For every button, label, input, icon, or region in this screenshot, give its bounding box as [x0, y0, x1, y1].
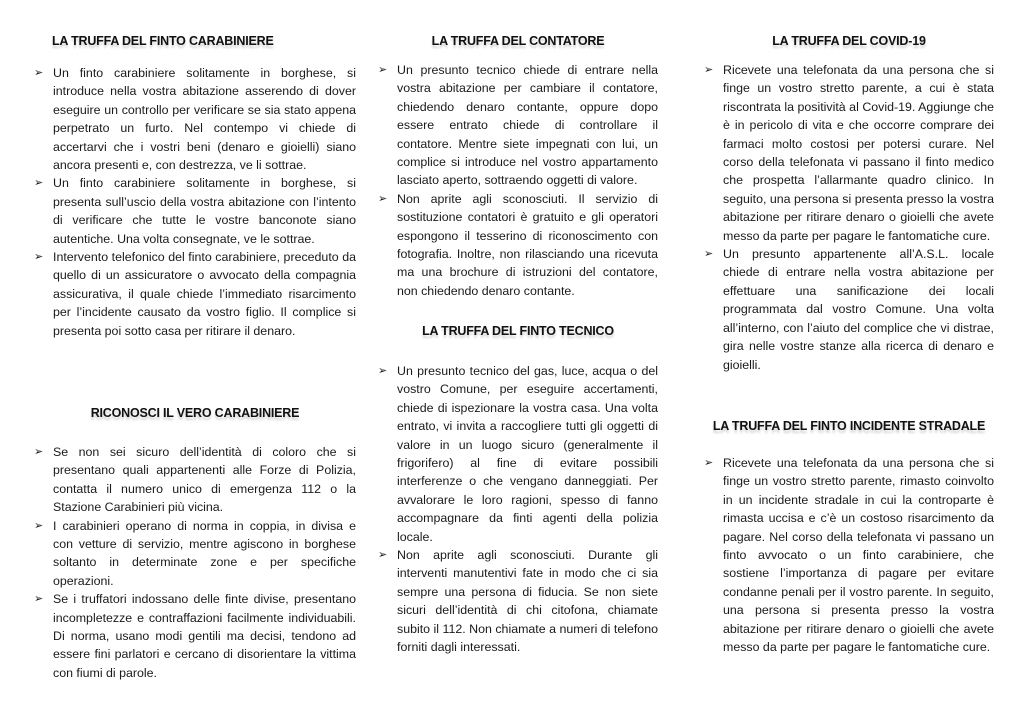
list-finto-tecnico: [378, 362, 658, 657]
arrow-bullet-icon: ➢: [704, 457, 714, 469]
list-item: ➢ Un finto carabiniere solitamente in borghese, si presenta sull’uscio della vostra abitazione con l’intento di verificare che tutte le vostre banconote siano autentiche. Una volta consegnate, ve le sottrae.: [34, 176, 356, 246]
arrow-bullet-icon: ➢: [378, 365, 388, 377]
list-contatore: [378, 61, 658, 300]
list-item: ➢ Ricevete una telefonata da una persona che si finge un vostro stretto parente, rimasto coinvolto in un incidente stradale in cui la controparte è rimasta uccisa e c’è un costoso risarcimento da pagare. Nel corso della telefonata vi passano un finto avvocato o un finto carabiniere, che sostiene l’importanza di pagare per evitare condanne penali per il vostro parente. In seguito, una persona si presenta presso la vostra abitazione per ritirare denaro o gioielli che avete messo da parte per pagare le fantomatiche cure.: [704, 456, 994, 655]
list-item: ➢ Un presunto tecnico del gas, luce, acqua o del vostro Comune, per eseguire accertamenti, chiede di ispezionare la vostra casa. Una volta entrato, vi invita a raccogliere tutti gli oggetti di valore in un luogo sicuro (generalmente il frigorifero) al fine di evitare possibili interferenze o che vengano danneggiati. Per avvalorare le loro ragioni, spesso di fanno accompagnare da finti agenti della polizia locale.: [378, 364, 658, 544]
heading-finto-tecnico: LA TRUFFA DEL FINTO TECNICO: [422, 324, 614, 338]
heading-finto-carabiniere: LA TRUFFA DEL FINTO CARABINIERE: [52, 34, 274, 48]
heading-finto-incidente-stradale: LA TRUFFA DEL FINTO INCIDENTE STRADALE: [712, 419, 986, 433]
list-item: ➢ Ricevete una telefonata da una persona che si finge un vostro stretto parente, a cui è stata riscontrata la positività al Covid-19. Aggiunge che è in pericolo di vita e che occorre comprare dei farmaci molto costosi per potersi curare. Nel corso della telefonata vi passano il finto medico che prospetta l’allarmante quadro clinico. In seguito, una persona si presenta presso la vostra abitazione per ritirare denaro o gioielli che avete messo da parte per pagare le fantomatiche cure.: [704, 63, 994, 243]
arrow-bullet-icon: ➢: [704, 64, 714, 76]
arrow-bullet-icon: ➢: [704, 248, 714, 261]
heading-vero-carabiniere: RICONOSCI IL VERO CARABINIERE: [90, 406, 300, 420]
list-item: ➢ Se non sei sicuro dell’identità di coloro che si presentano quali appartenenti alle Forze di Polizia, contatta il numero unico di emergenza 112 o la Stazione Carabinieri più vicina.: [34, 445, 356, 515]
arrow-bullet-icon: ➢: [34, 177, 44, 190]
arrow-bullet-icon: ➢: [378, 64, 388, 76]
list-item: ➢ Intervento telefonico del finto carabiniere, preceduto da quello di un assicuratore o avvocato della compagnia assicurativa, il quale chiede l’immediato risarcimento per l’incidente causato da vostro figlio. Il complice si presenta poi sotto casa per ritirare il denaro.: [34, 250, 356, 338]
list-item: ➢ Un presunto tecnico chiede di entrare nella vostra abitazione per cambiare il contatore, chiedendo denaro contante, oppure dopo essere entrato chiede di controllare il contatore. Mentre siete impegnati con lui, un complice si introduce nel vostro appartamento lasciato aperto, sottraendo oggetti di valore.: [378, 63, 658, 188]
list-finto-incidente-stradale: [704, 454, 994, 656]
arrow-bullet-icon: ➢: [34, 593, 44, 606]
list-item: ➢ Un presunto appartenente all’A.S.L. locale chiede di entrare nella vostra abitazione per effettuare una sanificazione dei locali programmata dal vostro Comune. Una volta all’interno, con l’aiuto del complice che vi distrae, gira nelle vostre stanze alla ricerca di denaro e gioielli.: [704, 247, 994, 372]
list-item: ➢ I carabinieri operano di norma in coppia, in divisa e con vetture di servizio, mentre agiscono in borghese soltanto in determinate zone e per specifiche operazioni.: [34, 518, 356, 588]
arrow-bullet-icon: ➢: [34, 519, 44, 532]
list-item: ➢ Non aprite agli sconosciuti. Il servizio di sostituzione contatori è gratuito e gli operatori espongono il tesserino di riconoscimento con fotografia. Inoltre, non rilasciando una ricevuta ma una brochure di istruzioni del contatore, non chiedendo denaro contante.: [378, 191, 658, 298]
arrow-bullet-icon: ➢: [34, 251, 44, 264]
arrow-bullet-icon: ➢: [378, 192, 388, 205]
arrow-bullet-icon: ➢: [34, 67, 44, 79]
list-covid-19: [704, 61, 994, 374]
heading-covid-19: LA TRUFFA DEL COVID-19: [772, 34, 926, 48]
list-item: ➢ Non aprite agli sconosciuti. Durante gli interventi manutentivi fate in modo che ci sia sempre una persona di fiducia. Se non siete sicuri dell’identità di chi citofona, chiamate subito il 112. Non chiamate a numeri di telefono forniti dagli interessati.: [378, 548, 658, 655]
arrow-bullet-icon: ➢: [378, 549, 388, 562]
arrow-bullet-icon: ➢: [34, 446, 44, 458]
list-item: ➢ Se i truffatori indossano delle finte divise, presentano incompletezze e contraffazioni facilmente individuabili. Di norma, usano modi gentili ma decisi, tendono ad essere fini parlatori e cercano di disorientare la vittima con fiumi di parole.: [34, 592, 356, 680]
list-finto-carabiniere: [34, 64, 356, 340]
list-vero-carabiniere: [34, 443, 356, 682]
heading-contatore: LA TRUFFA DEL CONTATORE: [431, 34, 605, 48]
list-item: ➢ Un finto carabiniere solitamente in borghese, si introduce nella vostra abitazione asserendo di dover eseguire un controllo per verificare se sia stato appena perpetrato un furto. Nel contempo vi chiede di accertarvi che i vostri beni (denaro e gioielli) siano ancora presenti e, con destrezza, ve li sottrae.: [34, 66, 356, 173]
